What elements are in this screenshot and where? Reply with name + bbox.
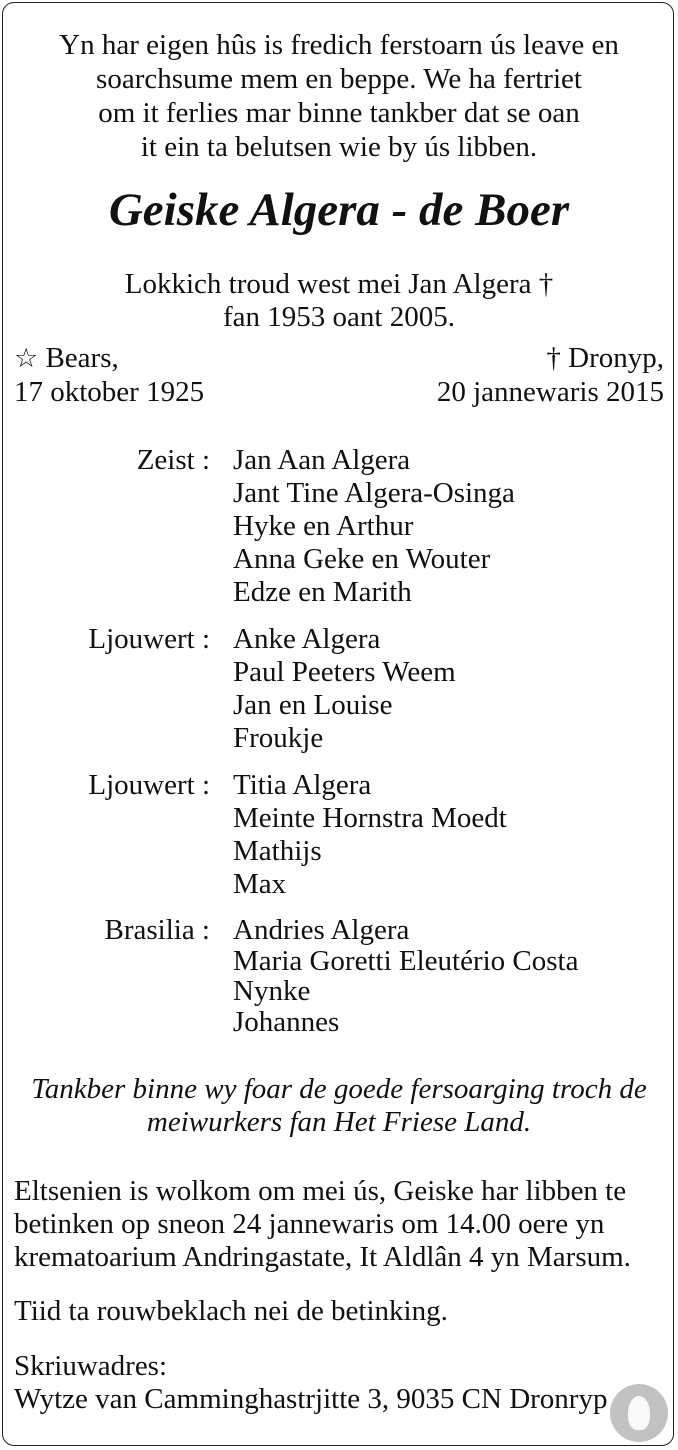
family-group [0,623,678,755]
gathering-line: krematoarium Andringastate, It Aldlân 4 yn Marsum. [14,1241,631,1273]
family-member: Meinte Hornstra Moedt [233,802,507,834]
family-member: Jan Aan Algera [233,444,411,476]
intro-line: it ein ta belutsen wie by ús libben. [140,131,538,163]
family-place: Ljouwert : [88,623,210,655]
family-member: Jant Tine Algera-Osinga [233,477,515,509]
thanks-text [0,1073,678,1139]
watermark-logo-icon [610,1384,668,1442]
family-member: Nynke [233,975,311,1007]
family-member: Paul Peeters Weem [233,656,456,688]
family-member: Max [233,868,287,900]
family-group [0,444,678,609]
intro-line: Yn har eigen hûs is fredich ferstoarn ús leave en [59,29,619,61]
marriage-line: fan 1953 oant 2005. [223,301,455,333]
family-member: Froukje [233,722,324,754]
family-group [0,769,678,901]
family-member: Andries Algera [233,914,410,946]
deceased-name: Geiske Algera - de Boer [108,184,570,236]
family-place: Brasilia : [104,914,210,946]
address-text: Wytze van Camminghastrjitte 3, 9035 CN Dronryp [14,1383,608,1415]
intro-line: om it ferlies mar binne tankber dat se oan [98,97,580,129]
birth-place: Bears, [45,342,119,374]
family-member: Anna Geke en Wouter [233,543,491,575]
family-member: Mathijs [233,835,322,867]
address-block [14,1350,664,1416]
death-place: † Dronyp, [546,342,664,374]
family-member: Titia Algera [233,769,372,801]
gathering-line: betinken op sneon 24 jannewaris om 14.00 oere yn [14,1208,605,1240]
family-place: Ljouwert : [88,769,210,801]
gathering-text [14,1175,664,1274]
family-list [0,444,678,1051]
family-group [0,915,678,1037]
death-info [437,341,664,409]
family-member: Edze en Marith [233,576,412,608]
family-place: Zeist : [136,444,210,476]
marriage-line: Lokkich troud west mei Jan Algera † [124,268,554,300]
thanks-line: meiwurkers fan Het Friese Land. [146,1106,532,1138]
birth-info [14,341,204,409]
intro-text [0,28,678,164]
thanks-line: Tankber binne wy foar de goede fersoarging troch de [31,1073,647,1105]
death-date: 20 jannewaris 2015 [436,376,664,408]
family-member: Anke Algera [233,623,381,655]
intro-line: soarchsume mem en beppe. We ha fertriet [96,63,582,95]
star-icon: ☆ [14,343,39,373]
family-member: Maria Goretti Eleutério Costa [233,944,579,977]
birth-date: 17 oktober 1925 [14,376,205,408]
condolence-text: Tiid ta rouwbeklach nei de betinking. [14,1295,448,1327]
gathering-line: Eltsenien is wolkom om mei ús, Geiske har libben te [14,1175,627,1207]
family-member: Johannes [233,1005,340,1038]
address-label: Skriuwadres: [14,1350,168,1382]
marriage-text [0,268,678,334]
family-member: Jan en Louise [233,689,393,721]
family-member: Hyke en Arthur [233,510,414,542]
